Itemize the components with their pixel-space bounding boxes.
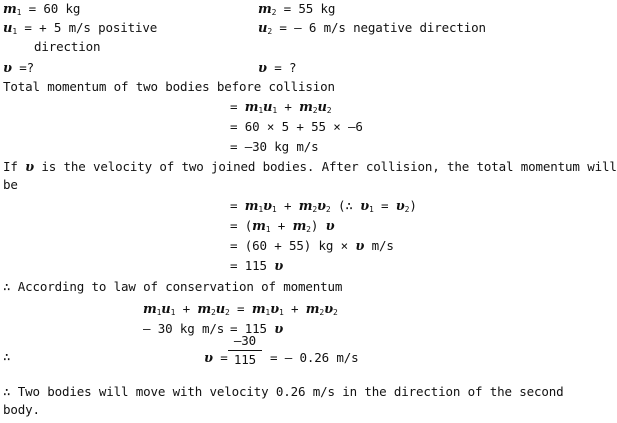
before-eq2: = 60 × 5 + 55 × –6	[230, 119, 363, 134]
after-eq4: = 115 υ	[230, 258, 284, 274]
conservation-eq2-right: = 115 υ	[230, 321, 284, 337]
conclusion-line1: ∴ Two bodies will move with velocity 0.26 m/s in the direction of the second	[3, 384, 564, 399]
given-m2: $m_2 = 55$ kg	[258, 1, 336, 17]
given-m1: $m_1 = 60$ kg	[3, 1, 81, 17]
fraction-bar	[228, 350, 262, 351]
before-heading: Total momentum of two bodies before collision	[3, 79, 335, 94]
after-intro: If υ is the velocity of two joined bodies. After collision, the total momentum will	[3, 159, 617, 175]
result-lhs: υ =	[204, 350, 228, 366]
conservation-eq1: $m_1u_1 + m_2u_2 = m_1\upsilon_1 + m_2\upsilon_2$	[143, 301, 338, 317]
after-eq1: = $m_1\upsilon_1 + m_2\upsilon_2$ (∴ $\upsilon_1 = \upsilon_2$)	[230, 198, 417, 214]
result-fraction	[228, 334, 262, 367]
fraction-denominator: 115	[233, 352, 257, 367]
conservation-heading: ∴ According to law of conservation of momentum	[3, 279, 343, 294]
fraction-numerator: –30	[233, 333, 257, 348]
after-intro-cont: be	[3, 177, 18, 192]
given-u1: $u_1$ = + 5 m/s positive	[3, 20, 158, 36]
before-eq3: = –30 kg m/s	[230, 139, 319, 154]
before-eq1: = $m_1u_1 + m_2u_2$	[230, 99, 332, 115]
after-eq2: = $(m_1 + m_2)$ υ	[230, 218, 335, 234]
given-v-right: υ = ?	[258, 60, 297, 76]
after-eq3: = (60 + 55) kg × υ m/s	[230, 238, 394, 254]
therefore-symbol: ∴	[3, 349, 11, 364]
result-rhs: = – 0.26 m/s	[270, 350, 359, 365]
given-u2: $u_2$ = – 6 m/s negative direction	[258, 20, 486, 36]
given-v-left: υ =?	[3, 60, 35, 76]
given-u1-direction: direction	[34, 39, 101, 54]
conservation-eq2-left: – 30 kg m/s	[143, 321, 225, 336]
conclusion-line2: body.	[3, 402, 40, 417]
